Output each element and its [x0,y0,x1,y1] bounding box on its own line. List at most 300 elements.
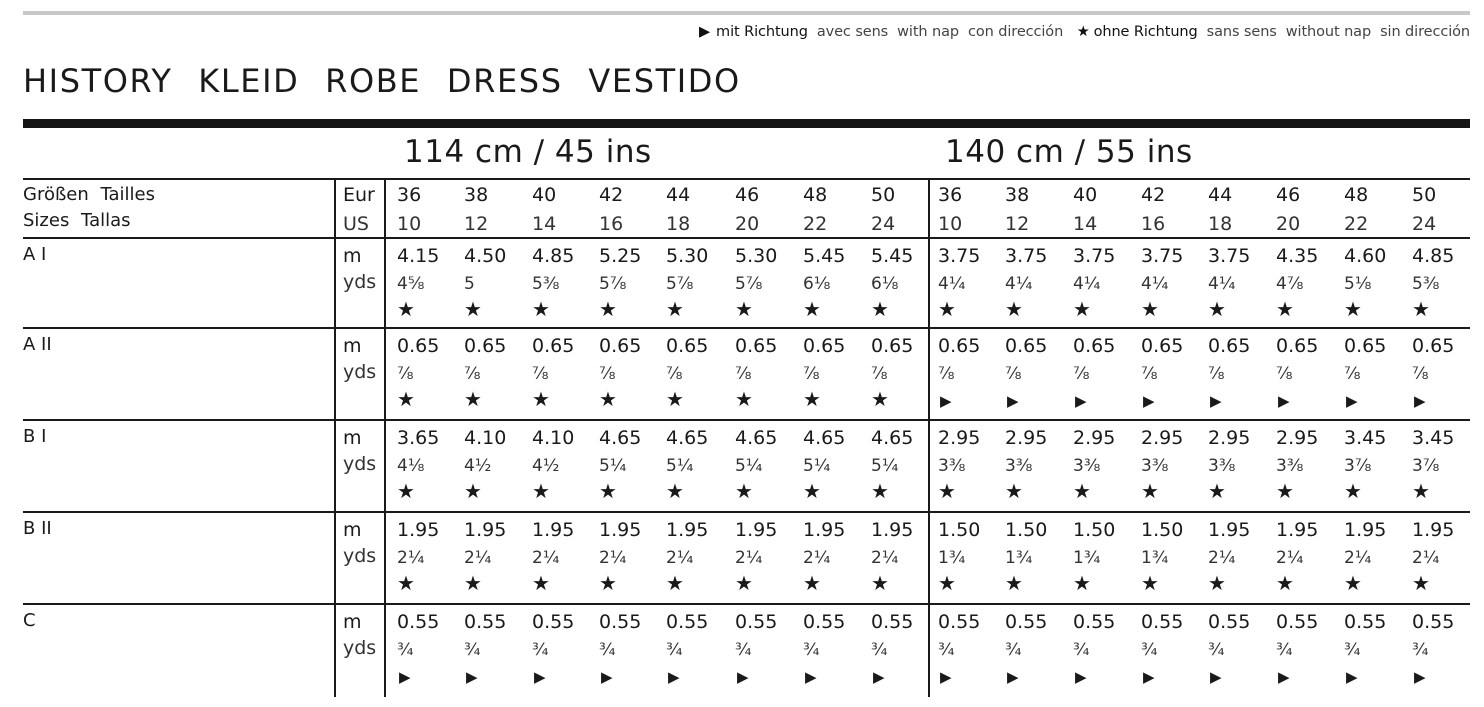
without-nap-icon: ★ [1344,297,1362,321]
meters-value: 2.95 [1141,427,1184,449]
yards-value: ¾ [1412,640,1429,660]
without-nap-icon: ★ [938,571,956,595]
view-label: C [23,610,36,631]
view-label: A II [23,334,52,355]
yards-value: 4¼ [1005,274,1033,294]
yards-unit: yds [343,271,377,293]
without-nap-icon: ★ [735,297,753,321]
meters-value: 4.35 [1276,245,1319,267]
without-nap-icon: ★ [1344,571,1362,595]
meters-value: 0.65 [666,335,709,357]
yards-value: ¾ [1005,640,1022,660]
title-divider [23,119,1470,128]
without-nap-icon: ★ [1073,571,1091,595]
meters-value: 1.95 [1276,519,1319,541]
yards-value: ¾ [464,640,481,660]
us-size-cell: 16 [1141,213,1166,235]
meters-value: 1.50 [1141,519,1184,541]
meters-value: 4.65 [735,427,778,449]
yards-value: 2¼ [599,548,627,568]
yards-value: ⅞ [803,364,820,384]
with-nap-icon: ▶ [940,668,952,686]
yards-value: 4¼ [1073,274,1101,294]
eur-size-cell: 50 [871,184,896,206]
yards-value: ¾ [735,640,752,660]
meters-value: 0.65 [599,335,642,357]
yards-value: 4⅛ [397,456,425,476]
view-label: B II [23,518,52,539]
meters-value: 0.65 [803,335,846,357]
meters-value: 3.45 [1412,427,1455,449]
meters-value: 0.55 [938,611,981,633]
meters-value: 1.95 [464,519,507,541]
us-size-cell: 10 [397,213,422,235]
with-nap-icon: ▶ [1007,668,1019,686]
eur-size-cell: 44 [1208,184,1233,206]
yards-value: 2¼ [735,548,763,568]
without-nap-icon: ★ [803,479,821,503]
meters-value: 5.30 [666,245,709,267]
eur-size-cell: 50 [1412,184,1437,206]
us-size-cell: 18 [666,213,691,235]
meters-value: 0.65 [1141,335,1184,357]
yards-value: ⅞ [1344,364,1361,384]
without-nap-icon: ★ [1276,479,1294,503]
meters-value: 0.65 [1005,335,1048,357]
yards-value: ⅞ [1208,364,1225,384]
yards-value: ¾ [1073,640,1090,660]
meters-value: 0.65 [397,335,440,357]
meters-value: 0.55 [397,611,440,633]
with-nap-icon: ▶ [1210,392,1222,410]
meters-value: 1.95 [1344,519,1387,541]
without-nap-icon: ★ [666,387,684,411]
without-nap-icon: ★ [532,571,550,595]
meters-value: 3.75 [938,245,981,267]
meters-unit: m [343,427,362,449]
without-nap-icon: ★ [666,571,684,595]
meters-value: 5.30 [735,245,778,267]
without-nap-icon: ★ [599,297,617,321]
without-nap-icon: ★ [1412,479,1430,503]
yards-value: ¾ [938,640,955,660]
eur-size-cell: 36 [397,184,422,206]
without-nap-icon: ★ [1208,571,1226,595]
yards-value: 5⅞ [599,274,627,294]
without-nap-icon: ★ [464,297,482,321]
yards-value: ¾ [1141,640,1158,660]
yards-value: 2¼ [1276,548,1304,568]
meters-value: 3.75 [1005,245,1048,267]
meters-value: 0.65 [735,335,778,357]
meters-value: 2.95 [1005,427,1048,449]
yards-value: ⅞ [938,364,955,384]
yards-value: 3⅜ [1208,456,1236,476]
yards-value: 3⅜ [938,456,966,476]
with-nap-icon: ▶ [1414,668,1426,686]
meters-value: 0.55 [464,611,507,633]
meters-value: 0.55 [666,611,709,633]
us-size-cell: 22 [803,213,828,235]
meters-value: 3.75 [1141,245,1184,267]
yards-value: 5¼ [666,456,694,476]
top-divider [23,11,1470,15]
with-nap-icon: ▶ [1143,668,1155,686]
us-size-cell: 16 [599,213,624,235]
yards-value: 6⅛ [803,274,831,294]
with-nap-symbol: ▶ [698,24,711,40]
with-nap-es: con dirección [968,24,1064,40]
label-column-divider [334,178,336,697]
us-size-cell: 10 [938,213,963,235]
yards-value: 1¾ [1073,548,1101,568]
without-nap-fr: sans sens [1206,24,1277,40]
without-nap-icon: ★ [1073,297,1091,321]
without-nap-icon: ★ [464,479,482,503]
without-nap-icon: ★ [464,387,482,411]
eur-size-cell: 40 [532,184,557,206]
us-label: US [343,213,369,235]
meters-value: 4.65 [599,427,642,449]
meters-value: 4.65 [803,427,846,449]
without-nap-icon: ★ [1005,479,1023,503]
without-nap-icon: ★ [1005,571,1023,595]
yards-value: 2¼ [803,548,831,568]
yards-value: ⅞ [599,364,616,384]
meters-value: 2.95 [1073,427,1116,449]
yards-value: 3⅜ [1276,456,1304,476]
meters-value: 5.45 [803,245,846,267]
without-nap-icon: ★ [1141,479,1159,503]
row-divider [23,327,1470,329]
row-divider [23,237,1470,239]
yards-value: 5⅞ [735,274,763,294]
without-nap-icon: ★ [803,387,821,411]
yards-value: ⅞ [1073,364,1090,384]
fabric-width-140: 140 cm / 55 ins [945,134,1193,170]
us-size-cell: 14 [1073,213,1098,235]
meters-value: 4.50 [464,245,507,267]
without-nap-icon: ★ [871,387,889,411]
yards-value: ⅞ [532,364,549,384]
meters-value: 1.50 [1073,519,1116,541]
yards-unit: yds [343,361,377,383]
unit-column-divider [384,178,386,697]
without-nap-icon: ★ [1412,297,1430,321]
yards-value: ¾ [599,640,616,660]
meters-value: 0.65 [1276,335,1319,357]
meters-value: 1.95 [532,519,575,541]
without-nap-icon: ★ [1412,571,1430,595]
yards-value: 3⅜ [1141,456,1169,476]
view-label: B I [23,426,47,447]
yards-value: 5¼ [599,456,627,476]
eur-label: Eur [343,184,375,206]
eur-size-cell: 38 [1005,184,1030,206]
yards-value: ⅞ [666,364,683,384]
with-nap-icon: ▶ [805,668,817,686]
yards-value: 5⅜ [532,274,560,294]
yards-value: ¾ [532,640,549,660]
yards-value: ⅞ [871,364,888,384]
without-nap-icon: ★ [1208,297,1226,321]
without-nap-icon: ★ [735,387,753,411]
eur-size-cell: 46 [735,184,760,206]
yards-value: ¾ [397,640,414,660]
meters-value: 4.85 [1412,245,1455,267]
meters-value: 4.65 [666,427,709,449]
yards-unit: yds [343,545,377,567]
yards-value: 2¼ [1208,548,1236,568]
meters-value: 1.95 [871,519,914,541]
yards-value: 2¼ [464,548,492,568]
without-nap-icon: ★ [938,479,956,503]
meters-value: 4.85 [532,245,575,267]
meters-unit: m [343,335,362,357]
yards-value: 2¼ [871,548,899,568]
fabric-width-114: 114 cm / 45 ins [404,134,652,170]
eur-size-cell: 38 [464,184,489,206]
without-nap-icon: ★ [464,571,482,595]
meters-value: 0.65 [464,335,507,357]
without-nap-icon: ★ [1276,297,1294,321]
yards-value: 4⅝ [397,274,425,294]
with-nap-icon: ▶ [737,668,749,686]
yards-value: 2¼ [1412,548,1440,568]
yards-value: 4¼ [1141,274,1169,294]
with-nap-icon: ▶ [1143,392,1155,410]
without-nap-icon: ★ [871,479,889,503]
meters-value: 4.65 [871,427,914,449]
meters-value: 0.55 [532,611,575,633]
row-divider [23,419,1470,421]
with-nap-icon: ▶ [1075,392,1087,410]
eur-size-cell: 48 [803,184,828,206]
with-nap-icon: ▶ [601,668,613,686]
yards-value: 4½ [464,456,492,476]
with-nap-icon: ▶ [1210,668,1222,686]
yards-value: ⅞ [1276,364,1293,384]
yards-value: ¾ [666,640,683,660]
meters-value: 0.65 [1208,335,1251,357]
yards-value: 5 [464,274,475,294]
without-nap-icon: ★ [871,297,889,321]
meters-value: 4.15 [397,245,440,267]
without-nap-icon: ★ [599,571,617,595]
row-divider [23,511,1470,513]
yards-value: ⅞ [1412,364,1429,384]
yards-value: ¾ [803,640,820,660]
without-nap-icon: ★ [938,297,956,321]
us-size-cell: 22 [1344,213,1369,235]
yards-value: 5⅞ [666,274,694,294]
without-nap-icon: ★ [1073,479,1091,503]
yards-value: 3⅞ [1412,456,1440,476]
yards-value: 6⅛ [871,274,899,294]
us-size-cell: 18 [1208,213,1233,235]
without-nap-icon: ★ [397,571,415,595]
without-nap-icon: ★ [1141,571,1159,595]
meters-value: 0.55 [871,611,914,633]
meters-value: 3.65 [397,427,440,449]
meters-value: 0.55 [1005,611,1048,633]
yards-value: ¾ [1276,640,1293,660]
meters-value: 0.55 [803,611,846,633]
yards-value: ⅞ [1005,364,1022,384]
sizes-label-line1: Größen Tailles [23,184,156,205]
meters-value: 1.95 [803,519,846,541]
eur-size-cell: 44 [666,184,691,206]
eur-size-cell: 40 [1073,184,1098,206]
yards-value: 5¼ [803,456,831,476]
with-nap-icon: ▶ [1278,392,1290,410]
us-size-cell: 14 [532,213,557,235]
meters-value: 0.55 [1276,611,1319,633]
meters-value: 2.95 [938,427,981,449]
with-nap-icon: ▶ [1278,668,1290,686]
yards-value: 4⅞ [1276,274,1304,294]
meters-value: 3.45 [1344,427,1387,449]
yards-value: 5⅜ [1412,274,1440,294]
width-divider [928,178,930,697]
without-nap-en: without nap [1285,24,1372,40]
meters-value: 1.95 [1208,519,1251,541]
meters-value: 0.55 [735,611,778,633]
yards-value: ⅞ [397,364,414,384]
meters-value: 1.95 [1412,519,1455,541]
with-nap-de: mit Richtung [716,24,808,40]
eur-size-cell: 48 [1344,184,1369,206]
yards-unit: yds [343,453,377,475]
yards-value: ¾ [1344,640,1361,660]
meters-value: 1.95 [397,519,440,541]
without-nap-icon: ★ [532,297,550,321]
yards-value: 4¼ [938,274,966,294]
us-size-cell: 24 [1412,213,1437,235]
without-nap-icon: ★ [532,387,550,411]
meters-value: 0.55 [1344,611,1387,633]
header-rule [23,178,1470,180]
eur-size-cell: 42 [1141,184,1166,206]
meters-value: 4.10 [464,427,507,449]
meters-value: 0.65 [1073,335,1116,357]
yards-value: ¾ [1208,640,1225,660]
meters-value: 0.55 [1412,611,1455,633]
with-nap-icon: ▶ [534,668,546,686]
meters-value: 5.25 [599,245,642,267]
meters-value: 2.95 [1276,427,1319,449]
with-nap-icon: ▶ [1414,392,1426,410]
us-size-cell: 20 [735,213,760,235]
with-nap-icon: ▶ [668,668,680,686]
us-size-cell: 20 [1276,213,1301,235]
meters-value: 1.50 [1005,519,1048,541]
with-nap-icon: ▶ [1007,392,1019,410]
yards-value: 3⅜ [1005,456,1033,476]
yards-unit: yds [343,637,377,659]
without-nap-icon: ★ [1005,297,1023,321]
yards-value: 3⅞ [1344,456,1372,476]
with-nap-icon: ▶ [873,668,885,686]
without-nap-icon: ★ [532,479,550,503]
without-nap-icon: ★ [397,479,415,503]
meters-value: 0.65 [532,335,575,357]
nap-legend [690,24,1470,40]
meters-unit: m [343,519,362,541]
meters-value: 0.55 [1208,611,1251,633]
without-nap-icon: ★ [1141,297,1159,321]
yards-value: 2¼ [666,548,694,568]
without-nap-icon: ★ [599,387,617,411]
without-nap-icon: ★ [1344,479,1362,503]
yards-value: 2¼ [1344,548,1372,568]
with-nap-icon: ▶ [466,668,478,686]
us-size-cell: 24 [871,213,896,235]
us-size-cell: 12 [1005,213,1030,235]
meters-value: 2.95 [1208,427,1251,449]
meters-value: 0.65 [1412,335,1455,357]
meters-value: 1.95 [666,519,709,541]
with-nap-icon: ▶ [1075,668,1087,686]
without-nap-es: sin dirección [1380,24,1470,40]
with-nap-icon: ▶ [940,392,952,410]
yards-value: 5¼ [735,456,763,476]
meters-value: 4.10 [532,427,575,449]
meters-value: 1.50 [938,519,981,541]
without-nap-icon: ★ [1208,479,1226,503]
yards-value: 1¾ [1141,548,1169,568]
yards-value: 4½ [532,456,560,476]
eur-size-cell: 46 [1276,184,1301,206]
yards-value: ⅞ [735,364,752,384]
yards-value: 2¼ [397,548,425,568]
without-nap-icon: ★ [599,479,617,503]
meters-value: 4.60 [1344,245,1387,267]
meters-value: 0.55 [599,611,642,633]
meters-value: 0.55 [1073,611,1116,633]
eur-size-cell: 42 [599,184,624,206]
without-nap-symbol: ★ [1076,24,1090,40]
meters-value: 1.95 [599,519,642,541]
yards-value: ⅞ [1141,364,1158,384]
yards-value: ¾ [871,640,888,660]
with-nap-en: with nap [897,24,959,40]
meters-unit: m [343,611,362,633]
with-nap-icon: ▶ [399,668,411,686]
meters-value: 3.75 [1073,245,1116,267]
without-nap-icon: ★ [666,479,684,503]
without-nap-de: ohne Richtung [1093,24,1198,40]
sizes-label-line2: Sizes Tallas [23,210,131,231]
yards-value: 4¼ [1208,274,1236,294]
yards-value: 3⅜ [1073,456,1101,476]
meters-value: 5.45 [871,245,914,267]
yards-value: 2¼ [532,548,560,568]
without-nap-icon: ★ [803,297,821,321]
yards-value: 5¼ [871,456,899,476]
with-nap-icon: ▶ [1346,392,1358,410]
yards-value: ⅞ [464,364,481,384]
without-nap-icon: ★ [735,571,753,595]
meters-value: 1.95 [735,519,778,541]
without-nap-icon: ★ [803,571,821,595]
without-nap-icon: ★ [735,479,753,503]
without-nap-icon: ★ [1276,571,1294,595]
without-nap-icon: ★ [666,297,684,321]
without-nap-icon: ★ [397,387,415,411]
with-nap-fr: avec sens [816,24,889,40]
meters-value: 0.55 [1141,611,1184,633]
